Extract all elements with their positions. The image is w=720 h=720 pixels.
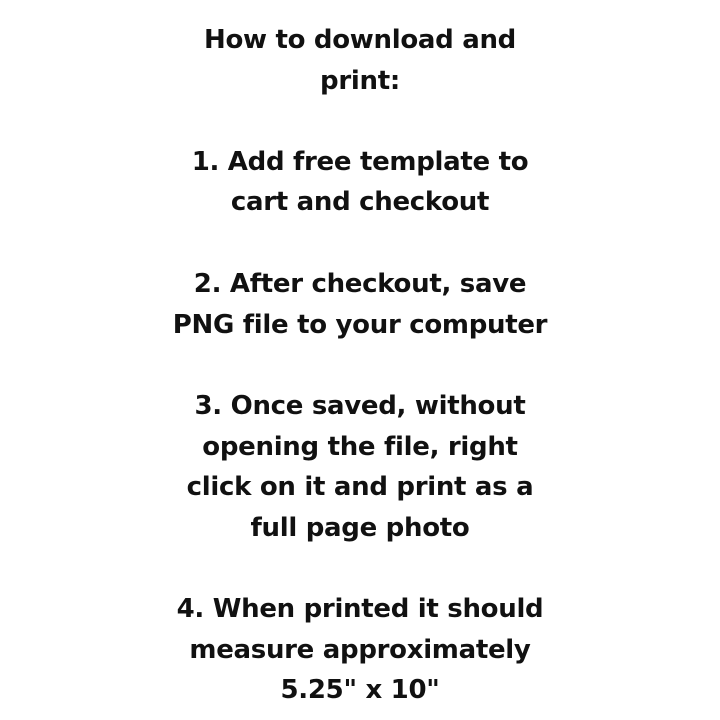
step-line: cart and checkout <box>230 187 490 217</box>
step-line: 3. Once saved, without <box>194 391 526 421</box>
title-line: How to download and <box>204 25 516 55</box>
step-line: full page photo <box>250 513 470 543</box>
step-line: opening the file, right <box>202 432 518 462</box>
step-line: 5.25" x 10" <box>280 675 440 705</box>
step-line: click on it and print as a <box>186 472 534 502</box>
step-line: measure approximately <box>189 635 531 665</box>
step-line: 2. After checkout, save <box>193 269 527 299</box>
step-line: PNG file to your computer <box>172 310 548 340</box>
step-line: 1. Add free template to <box>191 147 529 177</box>
step-line: 4. When printed it should <box>176 594 544 624</box>
title-line: print: <box>320 66 400 96</box>
